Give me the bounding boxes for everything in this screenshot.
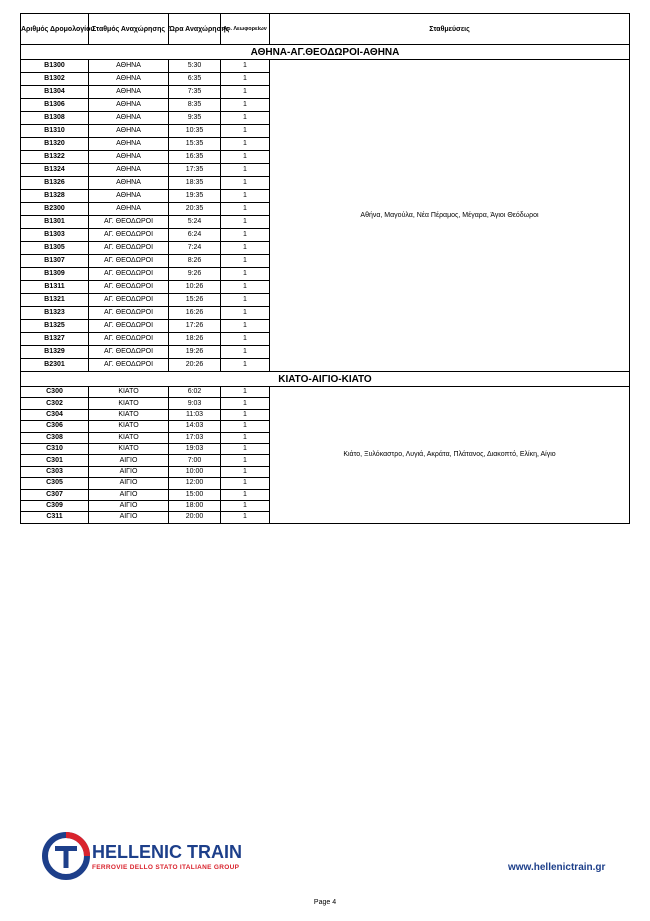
route-code: C301 [21, 455, 89, 466]
bus-count: 1 [221, 455, 270, 466]
bus-count: 1 [221, 125, 270, 138]
brand-name: HELLENIC TRAIN [92, 842, 242, 862]
route-code: C309 [21, 500, 89, 511]
page-number: Page 4 [313, 899, 337, 906]
bus-count: 1 [221, 307, 270, 320]
departure-time: 20:35 [169, 203, 221, 216]
departure-time: 9:26 [169, 268, 221, 281]
station: ΑΙΓΙΟ [89, 500, 169, 511]
bus-count: 1 [221, 443, 270, 454]
bus-count: 1 [221, 281, 270, 294]
station: ΑΘΗΝΑ [89, 177, 169, 190]
departure-time: 6:02 [169, 387, 221, 398]
route-code: B1322 [21, 151, 89, 164]
route-code: B1326 [21, 177, 89, 190]
station: ΑΘΗΝΑ [89, 190, 169, 203]
station: ΑΓ. ΘΕΟΔΩΡΟΙ [89, 268, 169, 281]
departure-time: 19:26 [169, 346, 221, 359]
route-code: B1308 [21, 112, 89, 125]
departure-time: 16:26 [169, 307, 221, 320]
departure-time: 18:00 [169, 500, 221, 511]
bus-count: 1 [221, 203, 270, 216]
route-code: B1325 [21, 320, 89, 333]
bus-count: 1 [221, 398, 270, 409]
station: ΑΘΗΝΑ [89, 99, 169, 112]
departure-time: 20:26 [169, 359, 221, 372]
route-code: C306 [21, 421, 89, 432]
table-row [21, 387, 630, 398]
bus-count: 1 [221, 60, 270, 73]
route-code: B1329 [21, 346, 89, 359]
station: ΑΘΗΝΑ [89, 164, 169, 177]
route-code: B1324 [21, 164, 89, 177]
section-title: ΚΙΑΤΟ-ΑΙΓΙΟ-ΚΙΑΤΟ [21, 372, 630, 387]
route-code: B1311 [21, 281, 89, 294]
bus-count: 1 [221, 86, 270, 99]
station: ΑΓ. ΘΕΟΔΩΡΟΙ [89, 216, 169, 229]
route-code: B2301 [21, 359, 89, 372]
station: ΑΓ. ΘΕΟΔΩΡΟΙ [89, 320, 169, 333]
route-code: B1306 [21, 99, 89, 112]
route-code: B1320 [21, 138, 89, 151]
departure-time: 19:03 [169, 443, 221, 454]
departure-time: 6:24 [169, 229, 221, 242]
table-header-row [21, 14, 630, 45]
departure-time: 17:26 [169, 320, 221, 333]
station: ΑΘΗΝΑ [89, 112, 169, 125]
bus-count: 1 [221, 177, 270, 190]
bus-count: 1 [221, 346, 270, 359]
stops-list: Αθήνα, Μαγούλα, Νέα Πέραμος, Μέγαρα, Άγιοι Θεόδωροι [270, 60, 630, 372]
departure-time: 17:35 [169, 164, 221, 177]
station: ΑΓ. ΘΕΟΔΩΡΟΙ [89, 242, 169, 255]
station: ΚΙΑΤΟ [89, 387, 169, 398]
header-buses: Αρ. Λεωφορείων [221, 14, 270, 45]
departure-time: 8:26 [169, 255, 221, 268]
bus-count: 1 [221, 320, 270, 333]
departure-time: 8:35 [169, 99, 221, 112]
departure-time: 11:03 [169, 409, 221, 420]
bus-count: 1 [221, 216, 270, 229]
route-code: C302 [21, 398, 89, 409]
section-title-row [21, 45, 630, 60]
departure-time: 7:00 [169, 455, 221, 466]
station: ΑΘΗΝΑ [89, 151, 169, 164]
table-row [21, 60, 630, 73]
route-code: B1307 [21, 255, 89, 268]
departure-time: 16:35 [169, 151, 221, 164]
route-code: B1327 [21, 333, 89, 346]
bus-count: 1 [221, 99, 270, 112]
section-title-row [21, 372, 630, 387]
station: ΑΓ. ΘΕΟΔΩΡΟΙ [89, 359, 169, 372]
departure-time: 6:35 [169, 73, 221, 86]
bus-count: 1 [221, 478, 270, 489]
route-code: B1302 [21, 73, 89, 86]
header-stops: Σταθμεύσεις [270, 14, 630, 45]
route-code: B1310 [21, 125, 89, 138]
bus-count: 1 [221, 151, 270, 164]
bus-count: 1 [221, 138, 270, 151]
route-code: C307 [21, 489, 89, 500]
station: ΑΘΗΝΑ [89, 60, 169, 73]
departure-time: 18:26 [169, 333, 221, 346]
departure-time: 10:00 [169, 466, 221, 477]
bus-count: 1 [221, 229, 270, 242]
departure-time: 5:30 [169, 60, 221, 73]
bus-count: 1 [221, 190, 270, 203]
station: ΚΙΑΤΟ [89, 398, 169, 409]
bus-count: 1 [221, 500, 270, 511]
station: ΑΘΗΝΑ [89, 86, 169, 99]
departure-time: 5:24 [169, 216, 221, 229]
route-code: B1309 [21, 268, 89, 281]
station: ΑΘΗΝΑ [89, 203, 169, 216]
route-code: B1305 [21, 242, 89, 255]
route-code: C311 [21, 512, 89, 523]
station: ΑΓ. ΘΕΟΔΩΡΟΙ [89, 294, 169, 307]
header-station: Σταθμός Αναχώρησης [89, 14, 169, 45]
route-code: B2300 [21, 203, 89, 216]
departure-time: 12:00 [169, 478, 221, 489]
departure-time: 15:35 [169, 138, 221, 151]
stops-list: Κιάτο, Ξυλόκαστρο, Λυγιά, Ακράτα, Πλάτανος, Διακοπτό, Ελίκη, Αίγιο [270, 387, 630, 524]
route-code: C310 [21, 443, 89, 454]
bus-count: 1 [221, 268, 270, 281]
route-code: C305 [21, 478, 89, 489]
route-code: B1304 [21, 86, 89, 99]
departure-time: 18:35 [169, 177, 221, 190]
bus-count: 1 [221, 255, 270, 268]
header-route-no: Αριθμός Δρομολογίου [21, 14, 89, 45]
bus-count: 1 [221, 333, 270, 346]
bus-count: 1 [221, 359, 270, 372]
departure-time: 9:03 [169, 398, 221, 409]
route-code: B1321 [21, 294, 89, 307]
station: ΑΓ. ΘΕΟΔΩΡΟΙ [89, 229, 169, 242]
station: ΑΘΗΝΑ [89, 138, 169, 151]
station: ΑΓ. ΘΕΟΔΩΡΟΙ [89, 346, 169, 359]
departure-time: 15:00 [169, 489, 221, 500]
departure-time: 10:26 [169, 281, 221, 294]
station: ΚΙΑΤΟ [89, 443, 169, 454]
station: ΚΙΑΤΟ [89, 421, 169, 432]
departure-time: 14:03 [169, 421, 221, 432]
departure-time: 17:03 [169, 432, 221, 443]
departure-time: 20:00 [169, 512, 221, 523]
bus-count: 1 [221, 512, 270, 523]
route-code: B1323 [21, 307, 89, 320]
bus-count: 1 [221, 73, 270, 86]
station: ΑΓ. ΘΕΟΔΩΡΟΙ [89, 255, 169, 268]
bus-count: 1 [221, 421, 270, 432]
departure-time: 15:26 [169, 294, 221, 307]
route-code: C304 [21, 409, 89, 420]
station: ΑΓ. ΘΕΟΔΩΡΟΙ [89, 281, 169, 294]
station: ΑΙΓΙΟ [89, 489, 169, 500]
route-code: C308 [21, 432, 89, 443]
bus-count: 1 [221, 294, 270, 307]
station: ΚΙΑΤΟ [89, 409, 169, 420]
website-link[interactable]: www.hellenictrain.gr [508, 862, 606, 873]
station: ΑΓ. ΘΕΟΔΩΡΟΙ [89, 307, 169, 320]
bus-count: 1 [221, 409, 270, 420]
route-code: B1328 [21, 190, 89, 203]
route-code: C303 [21, 466, 89, 477]
station: ΑΘΗΝΑ [89, 73, 169, 86]
route-code: B1301 [21, 216, 89, 229]
station: ΑΓ. ΘΕΟΔΩΡΟΙ [89, 333, 169, 346]
bus-count: 1 [221, 489, 270, 500]
header-time: Ώρα Αναχώρησης [169, 14, 221, 45]
station: ΑΘΗΝΑ [89, 125, 169, 138]
departure-time: 7:35 [169, 86, 221, 99]
bus-count: 1 [221, 432, 270, 443]
departure-time: 7:24 [169, 242, 221, 255]
departure-time: 19:35 [169, 190, 221, 203]
bus-count: 1 [221, 387, 270, 398]
station: ΑΙΓΙΟ [89, 478, 169, 489]
route-code: B1300 [21, 60, 89, 73]
route-code: C300 [21, 387, 89, 398]
bus-count: 1 [221, 242, 270, 255]
schedule-table [20, 13, 630, 524]
route-code: B1303 [21, 229, 89, 242]
departure-time: 9:35 [169, 112, 221, 125]
bus-count: 1 [221, 164, 270, 177]
station: ΑΙΓΙΟ [89, 466, 169, 477]
brand-subtitle: FERROVIE DELLO STATO ITALIANE GROUP [92, 864, 240, 871]
station: ΑΙΓΙΟ [89, 455, 169, 466]
station: ΑΙΓΙΟ [89, 512, 169, 523]
bus-count: 1 [221, 112, 270, 125]
departure-time: 10:35 [169, 125, 221, 138]
bus-count: 1 [221, 466, 270, 477]
section-title: ΑΘΗΝΑ-ΑΓ.ΘΕΟΔΩΡΟΙ-ΑΘΗΝΑ [21, 45, 630, 60]
station: ΚΙΑΤΟ [89, 432, 169, 443]
